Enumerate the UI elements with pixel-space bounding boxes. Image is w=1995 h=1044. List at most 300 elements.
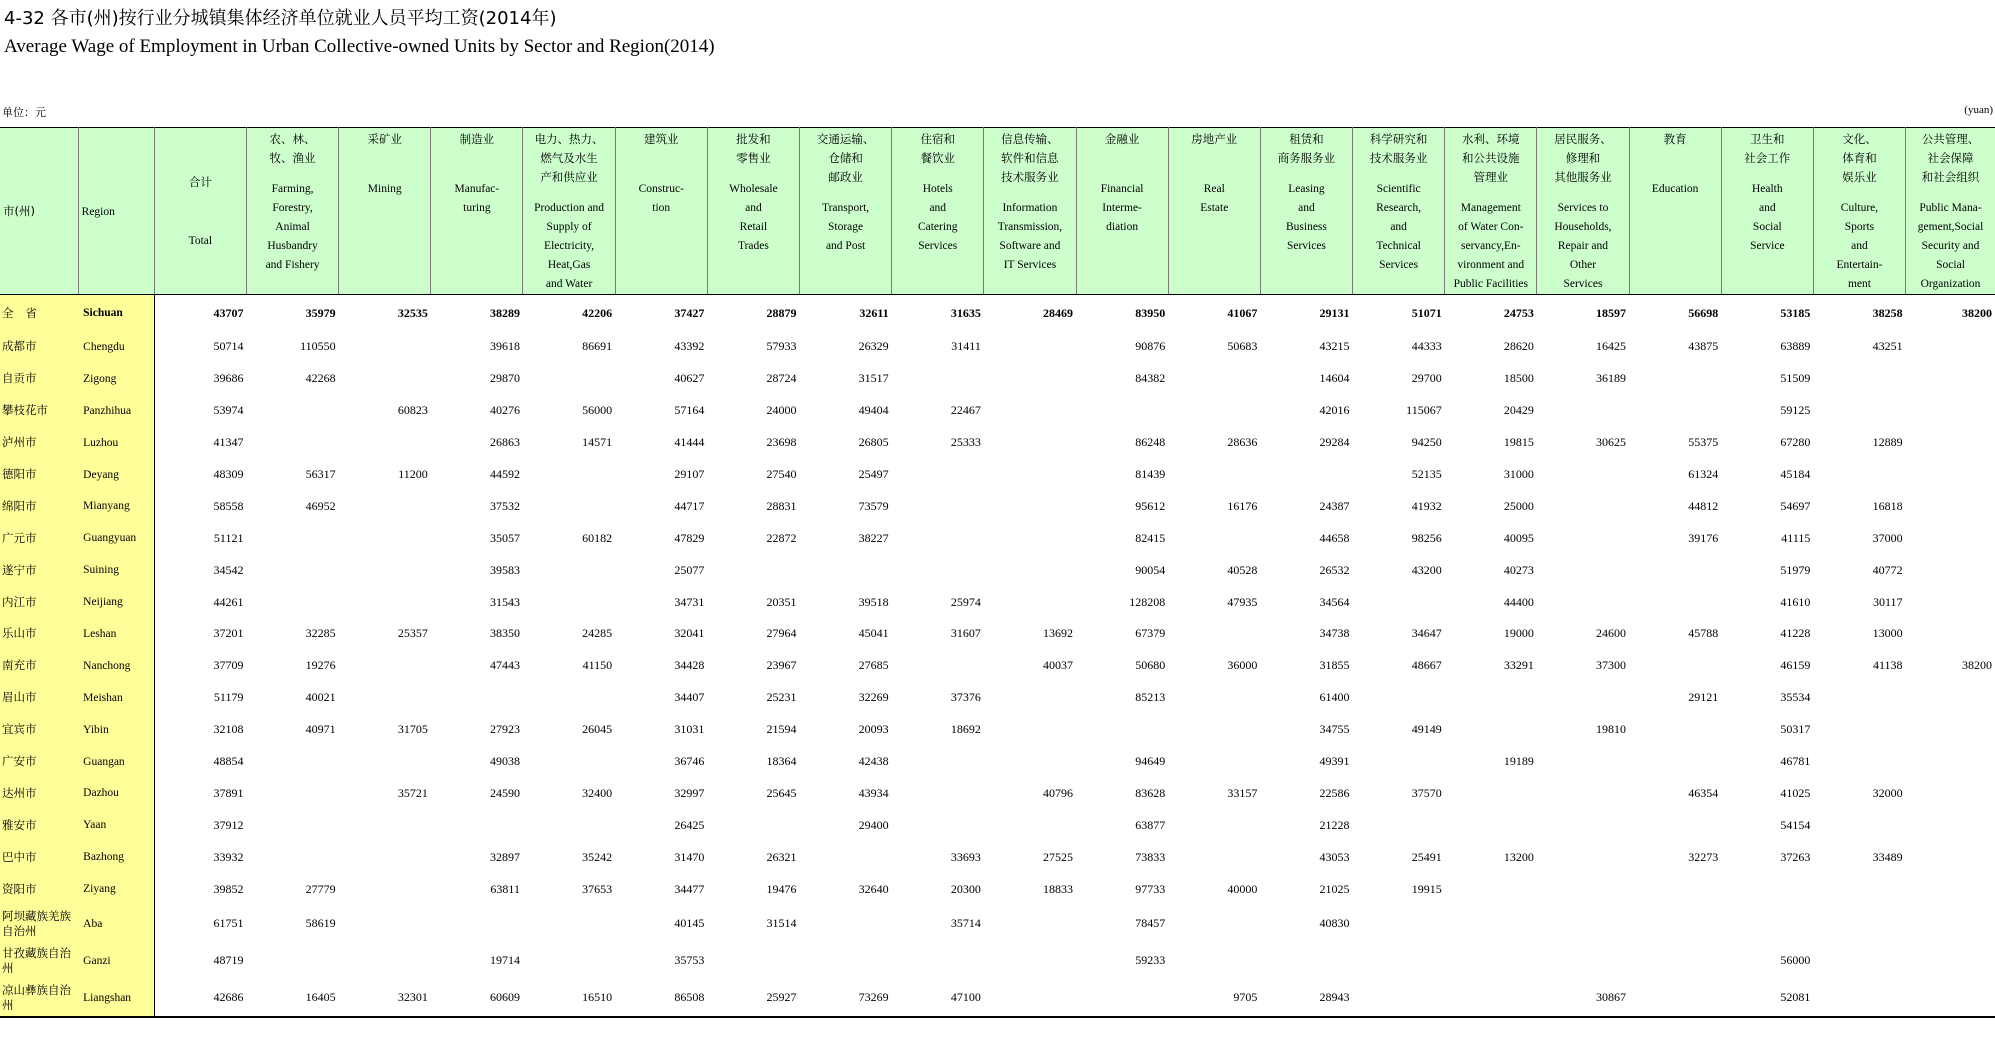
value-cell: 43875	[1688, 339, 1719, 354]
value-cell	[1629, 586, 1721, 618]
value-cell	[1537, 777, 1629, 809]
value-cell: 45788	[1688, 626, 1719, 641]
header-sector-en: Leasing and Business Services	[1285, 183, 1327, 252]
value-cell	[1906, 841, 1995, 873]
value-cell: 49149	[1411, 722, 1442, 737]
value-cell: 26045	[582, 722, 613, 737]
value-cell: 33157	[1227, 785, 1258, 800]
value-cell	[984, 714, 1076, 746]
header-sector-cn: 批发和 零售业	[736, 132, 771, 165]
value-cell: 30867	[1537, 979, 1629, 1017]
value-cell	[1168, 522, 1260, 554]
value-cell	[1813, 682, 1905, 714]
value-cell	[523, 942, 615, 979]
value-cell: 27685	[858, 658, 889, 673]
value-cell	[1353, 746, 1445, 778]
value-cell: 34477	[674, 881, 705, 896]
value-cell: 25333	[950, 435, 981, 450]
value-cell	[1168, 459, 1260, 491]
value-cell: 32611	[859, 305, 889, 320]
region-name-cn: 绵阳市	[0, 490, 78, 522]
value-cell: 32269	[858, 690, 889, 705]
value-cell: 37376	[950, 690, 981, 705]
value-cell: 24753	[1503, 305, 1534, 320]
header-sector-en: Construc- tion	[638, 183, 684, 214]
value-cell	[523, 490, 615, 522]
page-title-cn: 4-32 各市(州)按行业分城镇集体经济单位就业人员平均工资(2014年)	[4, 8, 557, 29]
value-cell: 49391	[1319, 754, 1350, 769]
header-sector-en: Culture, Sports and Entertain- ment	[1836, 202, 1883, 290]
value-cell: 57933	[766, 339, 797, 354]
value-cell	[1537, 522, 1629, 554]
value-cell: 35534	[1780, 690, 1811, 705]
value-cell	[984, 586, 1076, 618]
header-sector-en: Farming, Forestry, Animal Husbandry and Fishery	[265, 183, 320, 271]
value-cell: 43200	[1411, 562, 1442, 577]
region-name-cn: 乐山市	[0, 618, 78, 650]
value-cell	[1353, 979, 1445, 1017]
total-cell: 37201	[213, 626, 244, 641]
value-cell: 55375	[1688, 435, 1719, 450]
value-cell	[1906, 490, 1995, 522]
value-cell: 40145	[674, 916, 705, 931]
value-cell	[339, 905, 431, 942]
value-cell: 61400	[1319, 690, 1350, 705]
value-cell	[1906, 459, 1995, 491]
table-header	[0, 128, 1995, 295]
value-cell: 33291	[1503, 658, 1534, 673]
value-cell: 21228	[1319, 817, 1350, 832]
value-cell: 38200	[1962, 305, 1992, 320]
value-cell	[1537, 395, 1629, 427]
value-cell: 43934	[858, 785, 889, 800]
value-cell	[892, 777, 984, 809]
table-row	[0, 682, 1995, 714]
value-cell: 50683	[1227, 339, 1258, 354]
value-cell: 32301	[339, 979, 431, 1017]
region-name-cn: 内江市	[0, 586, 78, 618]
value-cell: 30625	[1596, 435, 1627, 450]
value-cell: 40528	[1227, 562, 1258, 577]
value-cell	[892, 746, 984, 778]
value-cell: 83628	[1135, 785, 1166, 800]
value-cell: 40276	[489, 403, 520, 418]
table-row	[0, 873, 1995, 905]
region-name-en: Yibin	[78, 714, 154, 746]
value-cell	[1353, 682, 1445, 714]
value-cell	[1076, 395, 1168, 427]
value-cell: 57164	[674, 403, 705, 418]
header-sector-en: Real Estate	[1200, 183, 1229, 214]
value-cell: 51979	[1780, 562, 1811, 577]
value-cell: 25645	[766, 785, 797, 800]
value-cell: 25077	[674, 562, 705, 577]
region-name-en: Panzhihua	[78, 395, 154, 427]
value-cell	[1813, 809, 1905, 841]
value-cell	[1537, 942, 1629, 979]
table-row	[0, 746, 1995, 778]
value-cell	[431, 905, 523, 942]
region-name-en: Luzhou	[78, 427, 154, 459]
region-name-cn: 南充市	[0, 650, 78, 682]
value-cell	[1445, 873, 1537, 905]
header-sector-en: Wholesale and Retail Trades	[729, 183, 778, 252]
header-sector-cn: 房地产业	[1191, 132, 1238, 146]
value-cell: 21025	[1319, 881, 1350, 896]
value-cell	[984, 427, 1076, 459]
value-cell	[246, 395, 338, 427]
value-cell	[984, 554, 1076, 586]
value-cell	[800, 905, 892, 942]
value-cell: 36000	[1227, 658, 1258, 673]
value-cell	[1629, 979, 1721, 1017]
value-cell: 60609	[431, 979, 523, 1017]
value-cell: 25000	[1503, 498, 1534, 513]
value-cell: 78457	[1135, 916, 1166, 931]
value-cell	[1537, 682, 1629, 714]
header-sector	[1353, 128, 1445, 295]
value-cell	[1537, 809, 1629, 841]
header-sector-cn: 公共管理、 社会保障 和社会组织	[1921, 132, 1980, 184]
value-cell: 40830	[1319, 916, 1350, 931]
value-cell: 16405	[246, 979, 338, 1017]
value-cell: 21594	[766, 722, 797, 737]
value-cell: 38227	[858, 530, 889, 545]
value-cell: 54697	[1780, 498, 1811, 513]
value-cell: 26805	[858, 435, 889, 450]
value-cell	[1906, 942, 1995, 979]
value-cell	[984, 809, 1076, 841]
region-name-cn: 巴中市	[0, 841, 78, 873]
value-cell: 11200	[398, 467, 428, 481]
value-cell: 23698	[766, 435, 797, 450]
value-cell	[1813, 979, 1905, 1017]
header-sector	[1168, 128, 1260, 295]
table-row	[0, 650, 1995, 682]
value-cell	[1906, 905, 1995, 942]
value-cell: 40037	[1043, 658, 1074, 673]
value-cell: 34647	[1411, 626, 1442, 641]
region-name-en: Zigong	[78, 363, 154, 395]
value-cell	[1168, 395, 1260, 427]
value-cell	[1537, 841, 1629, 873]
header-sector	[615, 128, 707, 295]
table-row	[0, 395, 1995, 427]
value-cell	[1629, 714, 1721, 746]
value-cell: 73833	[1135, 849, 1166, 864]
value-cell	[1168, 682, 1260, 714]
value-cell: 16425	[1596, 339, 1627, 354]
header-sector-en: Transport, Storage and Post	[821, 202, 870, 252]
header-region-cn: 市(州)	[0, 128, 78, 295]
value-cell: 13000	[1872, 626, 1903, 641]
value-cell	[246, 777, 338, 809]
value-cell: 31000	[1503, 467, 1534, 481]
header-sector-cn: 交通运输、 仓储和 邮政业	[816, 132, 875, 184]
value-cell: 35714	[950, 916, 981, 931]
region-name-en: Neijiang	[78, 586, 154, 618]
value-cell: 46781	[1780, 754, 1811, 769]
value-cell: 94649	[1135, 754, 1166, 769]
value-cell: 38350	[489, 626, 520, 641]
value-cell: 27964	[766, 626, 797, 641]
header-sector-en: Hotels and Catering Services	[917, 183, 958, 252]
value-cell: 28724	[766, 371, 797, 386]
value-cell: 32285	[305, 626, 336, 641]
value-cell: 25974	[950, 594, 981, 609]
header-sector-cn: 建筑业	[643, 132, 679, 146]
value-cell: 46159	[1780, 658, 1811, 673]
region-name-cn: 广元市	[0, 522, 78, 554]
value-cell	[707, 809, 799, 841]
value-cell: 37300	[1596, 658, 1627, 673]
table-row	[0, 618, 1995, 650]
value-cell	[523, 746, 615, 778]
value-cell: 18597	[1596, 305, 1627, 320]
value-cell: 51509	[1780, 371, 1811, 386]
value-cell: 31705	[397, 722, 428, 737]
region-name-cn: 广安市	[0, 746, 78, 778]
header-sector	[1813, 128, 1905, 295]
value-cell: 29400	[858, 817, 889, 832]
value-cell: 56317	[305, 467, 336, 481]
value-cell	[1906, 714, 1995, 746]
header-total	[154, 128, 246, 295]
value-cell: 19915	[1411, 881, 1442, 896]
header-sector-cn: 文化、 体育和 娱乐业	[1842, 132, 1877, 184]
header-sector-cn: 住宿和 餐饮业	[920, 132, 955, 165]
value-cell: 41138	[1873, 658, 1903, 673]
value-cell: 52135	[1411, 467, 1442, 481]
table-body	[0, 295, 1995, 1018]
value-cell: 27779	[305, 881, 336, 896]
value-cell: 22872	[766, 530, 797, 545]
value-cell: 31514	[766, 916, 797, 931]
total-cell: 41347	[213, 435, 244, 450]
header-sector-cn: 制造业	[459, 132, 495, 146]
value-cell	[339, 586, 431, 618]
value-cell	[892, 809, 984, 841]
value-cell: 67280	[1780, 435, 1811, 450]
value-cell	[246, 522, 338, 554]
value-cell: 63889	[1780, 339, 1811, 354]
total-cell: 61751	[213, 916, 244, 931]
region-name-cn: 自贡市	[0, 363, 78, 395]
header-sector-en: Management of Water Con- servancy,En- vironment and Public Facilities	[1453, 202, 1528, 290]
region-name-cn: 遂宁市	[0, 554, 78, 586]
value-cell: 34738	[1319, 626, 1350, 641]
value-cell: 41444	[674, 435, 705, 450]
header-sector	[246, 128, 338, 295]
value-cell	[339, 650, 431, 682]
region-name-cn: 阿坝藏族羌族自治州	[0, 905, 78, 942]
value-cell	[1906, 746, 1995, 778]
value-cell: 34428	[674, 658, 705, 673]
value-cell	[523, 809, 615, 841]
header-total-cn: 合计	[188, 175, 212, 189]
value-cell: 16818	[1872, 498, 1903, 513]
value-cell: 34564	[1319, 594, 1350, 609]
value-cell	[1168, 841, 1260, 873]
value-cell: 36746	[674, 754, 705, 769]
value-cell: 60823	[397, 403, 428, 418]
value-cell: 19815	[1503, 435, 1534, 450]
value-cell: 33693	[950, 849, 981, 864]
value-cell: 28943	[1260, 979, 1352, 1017]
header-sector-en: Scientific Research, and Technical Services	[1376, 183, 1422, 271]
value-cell	[1353, 586, 1445, 618]
value-cell: 18833	[1043, 881, 1074, 896]
table-row	[0, 979, 1995, 1017]
header-sector	[707, 128, 799, 295]
header-total-en: Total	[188, 235, 213, 247]
header-sector-en: Manufac- turing	[454, 183, 500, 214]
value-cell: 14571	[582, 435, 613, 450]
value-cell: 39176	[1688, 530, 1719, 545]
value-cell	[1629, 746, 1721, 778]
value-cell	[1076, 714, 1168, 746]
value-cell	[523, 363, 615, 395]
region-name-en: Deyang	[78, 459, 154, 491]
value-cell	[1076, 979, 1168, 1017]
value-cell	[1353, 942, 1445, 979]
region-name-en: Ganzi	[78, 942, 154, 979]
value-cell	[1906, 395, 1995, 427]
value-cell	[339, 554, 431, 586]
value-cell: 50317	[1780, 722, 1811, 737]
value-cell	[246, 942, 338, 979]
value-cell: 33489	[1872, 849, 1903, 864]
value-cell	[800, 942, 892, 979]
value-cell: 28469	[1043, 305, 1074, 320]
total-cell: 37891	[213, 785, 244, 800]
value-cell	[1629, 395, 1721, 427]
value-cell: 40095	[1503, 530, 1534, 545]
value-cell	[1537, 905, 1629, 942]
value-cell	[1906, 363, 1995, 395]
header-sector-cn: 科学研究和 技术服务业	[1369, 132, 1428, 165]
value-cell: 37427	[674, 305, 705, 320]
region-name-cn: 泸州市	[0, 427, 78, 459]
value-cell: 13692	[1043, 626, 1074, 641]
header-sector	[800, 128, 892, 295]
value-cell: 44717	[674, 498, 705, 513]
header-sector-en: Production and Supply of Electricity, Heat,Gas and Water	[534, 202, 605, 290]
value-cell: 50680	[1135, 658, 1166, 673]
value-cell	[1629, 905, 1721, 942]
value-cell	[246, 586, 338, 618]
value-cell: 44400	[1503, 594, 1534, 609]
region-name-cn: 成都市	[0, 331, 78, 363]
header-sector	[339, 128, 431, 295]
region-name-en: Liangshan	[78, 979, 154, 1017]
value-cell	[339, 331, 431, 363]
table-row	[0, 942, 1995, 979]
value-cell	[1168, 942, 1260, 979]
value-cell: 32535	[397, 305, 428, 320]
region-name-cn: 全省	[0, 295, 78, 332]
value-cell	[800, 554, 892, 586]
value-cell: 20093	[858, 722, 889, 737]
value-cell	[1721, 905, 1813, 942]
value-cell: 19276	[305, 658, 336, 673]
table-row	[0, 427, 1995, 459]
header-sector	[984, 128, 1076, 295]
value-cell	[246, 427, 338, 459]
value-cell	[1906, 682, 1995, 714]
unit-label-cn: 单位：元	[2, 106, 46, 119]
total-cell: 39852	[213, 881, 244, 896]
wage-table	[0, 127, 1995, 1018]
value-cell	[892, 650, 984, 682]
value-cell	[1813, 942, 1905, 979]
header-sector	[1906, 128, 1995, 295]
value-cell	[984, 682, 1076, 714]
value-cell: 39518	[858, 594, 889, 609]
value-cell: 39583	[489, 562, 520, 577]
value-cell: 28620	[1503, 339, 1534, 354]
header-sector-en: Public Mana- gement,Social Security and Social Organization	[1917, 202, 1984, 290]
value-cell: 26863	[489, 435, 520, 450]
value-cell: 24285	[582, 626, 613, 641]
value-cell	[1906, 427, 1995, 459]
region-name-cn: 达州市	[0, 777, 78, 809]
header-sector-en: Education	[1651, 183, 1699, 195]
value-cell	[1629, 942, 1721, 979]
value-cell: 41067	[1227, 305, 1258, 320]
value-cell: 40000	[1227, 881, 1258, 896]
value-cell	[523, 682, 615, 714]
value-cell: 35753	[674, 953, 705, 968]
value-cell: 59125	[1780, 403, 1811, 418]
value-cell: 25357	[397, 626, 428, 641]
value-cell: 34731	[674, 594, 705, 609]
value-cell: 46952	[305, 498, 336, 513]
value-cell	[246, 809, 338, 841]
value-cell: 19000	[1503, 626, 1534, 641]
header-sector	[892, 128, 984, 295]
value-cell	[984, 395, 1076, 427]
value-cell	[1537, 554, 1629, 586]
value-cell: 37532	[489, 498, 520, 513]
value-cell	[1445, 905, 1537, 942]
value-cell: 18500	[1503, 371, 1534, 386]
value-cell: 38289	[489, 305, 520, 320]
table-row	[0, 841, 1995, 873]
value-cell: 56698	[1688, 305, 1719, 320]
value-cell	[984, 942, 1076, 979]
value-cell: 95612	[1135, 498, 1166, 513]
table-row	[0, 522, 1995, 554]
header-sector-cn: 采矿业	[367, 132, 402, 146]
value-cell: 54154	[1780, 817, 1811, 832]
value-cell	[1906, 586, 1995, 618]
value-cell: 41610	[1780, 594, 1811, 609]
value-cell: 41228	[1780, 626, 1811, 641]
header-sector-cn: 农、林、 牧、渔业	[269, 132, 316, 165]
value-cell: 20300	[950, 881, 981, 896]
value-cell: 83950	[1135, 305, 1166, 320]
value-cell: 41150	[582, 658, 613, 673]
value-cell	[1537, 490, 1629, 522]
value-cell: 34755	[1319, 722, 1350, 737]
value-cell: 32400	[582, 785, 613, 800]
value-cell: 31855	[1319, 658, 1350, 673]
table-row	[0, 554, 1995, 586]
value-cell	[523, 586, 615, 618]
region-name-cn: 甘孜藏族自治州	[0, 942, 78, 979]
value-cell	[1260, 942, 1352, 979]
